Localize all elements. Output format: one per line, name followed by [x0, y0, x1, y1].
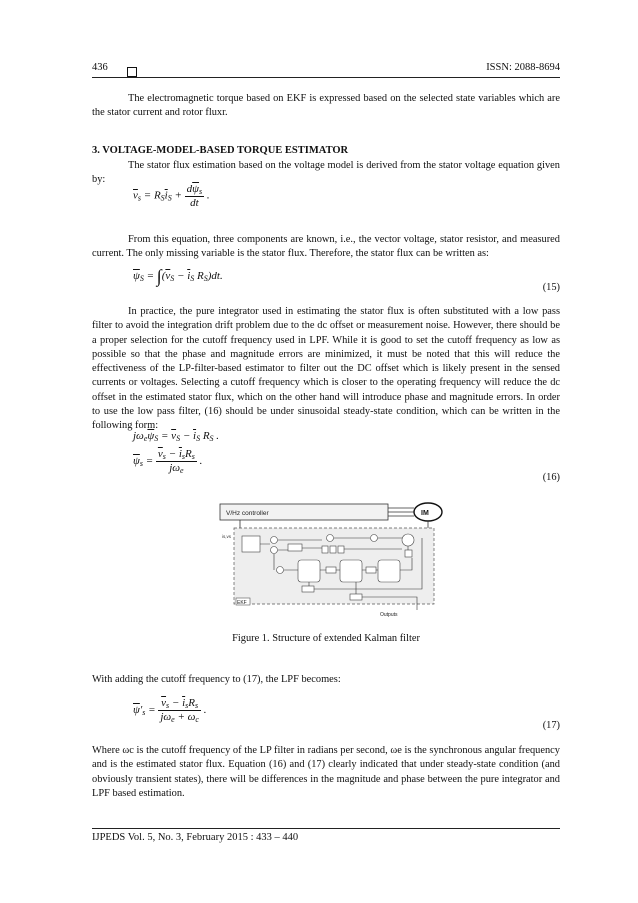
equation-16-line1: $j\omega_e\overline{\psi}_S = \overline{v}_S - \overline{i}_S$ $R_S$ .: [133, 430, 220, 443]
equation-number-15: (15): [542, 282, 560, 293]
paragraph-torque: The electromagnetic torque based on EKF is expressed based on the selected state variables which are the stator current and rotor fluxr.: [92, 93, 560, 119]
motor-label: IM: [421, 510, 429, 517]
page-number: 436: [92, 62, 108, 73]
vhz-controller-label: V/Hz controller: [226, 510, 269, 517]
equation-number-17: (17): [542, 720, 560, 731]
paragraph-voltage-model: The stator flux estimation based on the voltage model is derived from the stator voltage equation given by:: [92, 160, 560, 186]
footer-rule: [92, 828, 560, 829]
equation-17: $\overline{\psi}'_s$ = $\frac{\overline{v}_s - \overline{i}_sR_s}{j\omega_e + \omega_c}$ .: [133, 697, 207, 724]
paragraph-cutoff-frequency: With adding the cutoff frequency to (17), the LPF becomes:: [92, 674, 341, 685]
figure-caption: Figure 1. Structure of extended Kalman filter: [232, 633, 420, 644]
square-bullet-icon: [127, 63, 137, 81]
paragraph-where: Where ωc is the cutoff frequency of the LP filter in radians per second, ωe is the synchronous angular frequency and is the estimated stator flux. Equation (16) and (17) clearly indicated that under steady-state condition (and obviously transient states), there will be differences in the magnitude and phase between the pure integrator and LPF based estimation.: [92, 745, 560, 799]
equation-16-line2: $\overline{\psi}_s$ = $\frac{\overline{v}_s - \overline{i}_sR_s}{j\omega_e}$ .: [133, 448, 203, 475]
equation-stator-voltage: $\overline{v}_s = R_S\overline{i}_S$ + $\frac{d\overline{\psi}_s}{dt}$ .: [133, 183, 210, 209]
journal-footer: IJPEDS Vol. 5, No. 3, February 2015 : 433 – 440: [92, 832, 299, 843]
ekf-label: EKF: [237, 600, 247, 606]
equation-number-16: (16): [542, 472, 560, 483]
paragraph-missing-variable: From this equation, three components are known, i.e., the vector voltage, stator resistor, and measured current. The only missing variable is the stator flux. Therefore, the stator flux can be written as:: [92, 234, 560, 260]
section-heading: 3. VOLTAGE-MODEL-BASED TORQUE ESTIMATOR: [92, 145, 349, 156]
svg-text:is,vs: is,vs: [222, 534, 231, 539]
ekf-structure-figure: [212, 498, 457, 625]
equation-15: $\overline{\psi}_S = \int(\overline{v}_S - \overline{i}_S$ $R_S)dt$.: [133, 266, 223, 286]
header-rule: [92, 77, 560, 78]
issn: ISSN: 2088-8694: [486, 62, 560, 73]
outputs-label: Outputs: [380, 612, 398, 618]
paragraph-low-pass-filter: In practice, the pure integrator used in estimating the stator flux is often substituted with a low pass filter to avoid the integration drift problem due to the dc offset or measurement noise. However, there should be a proper selection for the cutoff frequency used in LPF. While it is good to set the cutoff frequency as low as possible so that the phase and magnitude errors are minimized, it must be noted that this will reduce the effectiveness of the LP-filter-based estimator to filter out the DC offset which is likely present in the sensed currents or voltages. Selecting a cutoff frequency which is closer to the operating frequency will reduce the dc offset in the estimated stator flux, which on the other hand will introduce phase and magnitude errors. In order to use the low pass filter, (16) should be under sinusoidal steady-state condition, which can be written in the following form:: [92, 306, 560, 432]
